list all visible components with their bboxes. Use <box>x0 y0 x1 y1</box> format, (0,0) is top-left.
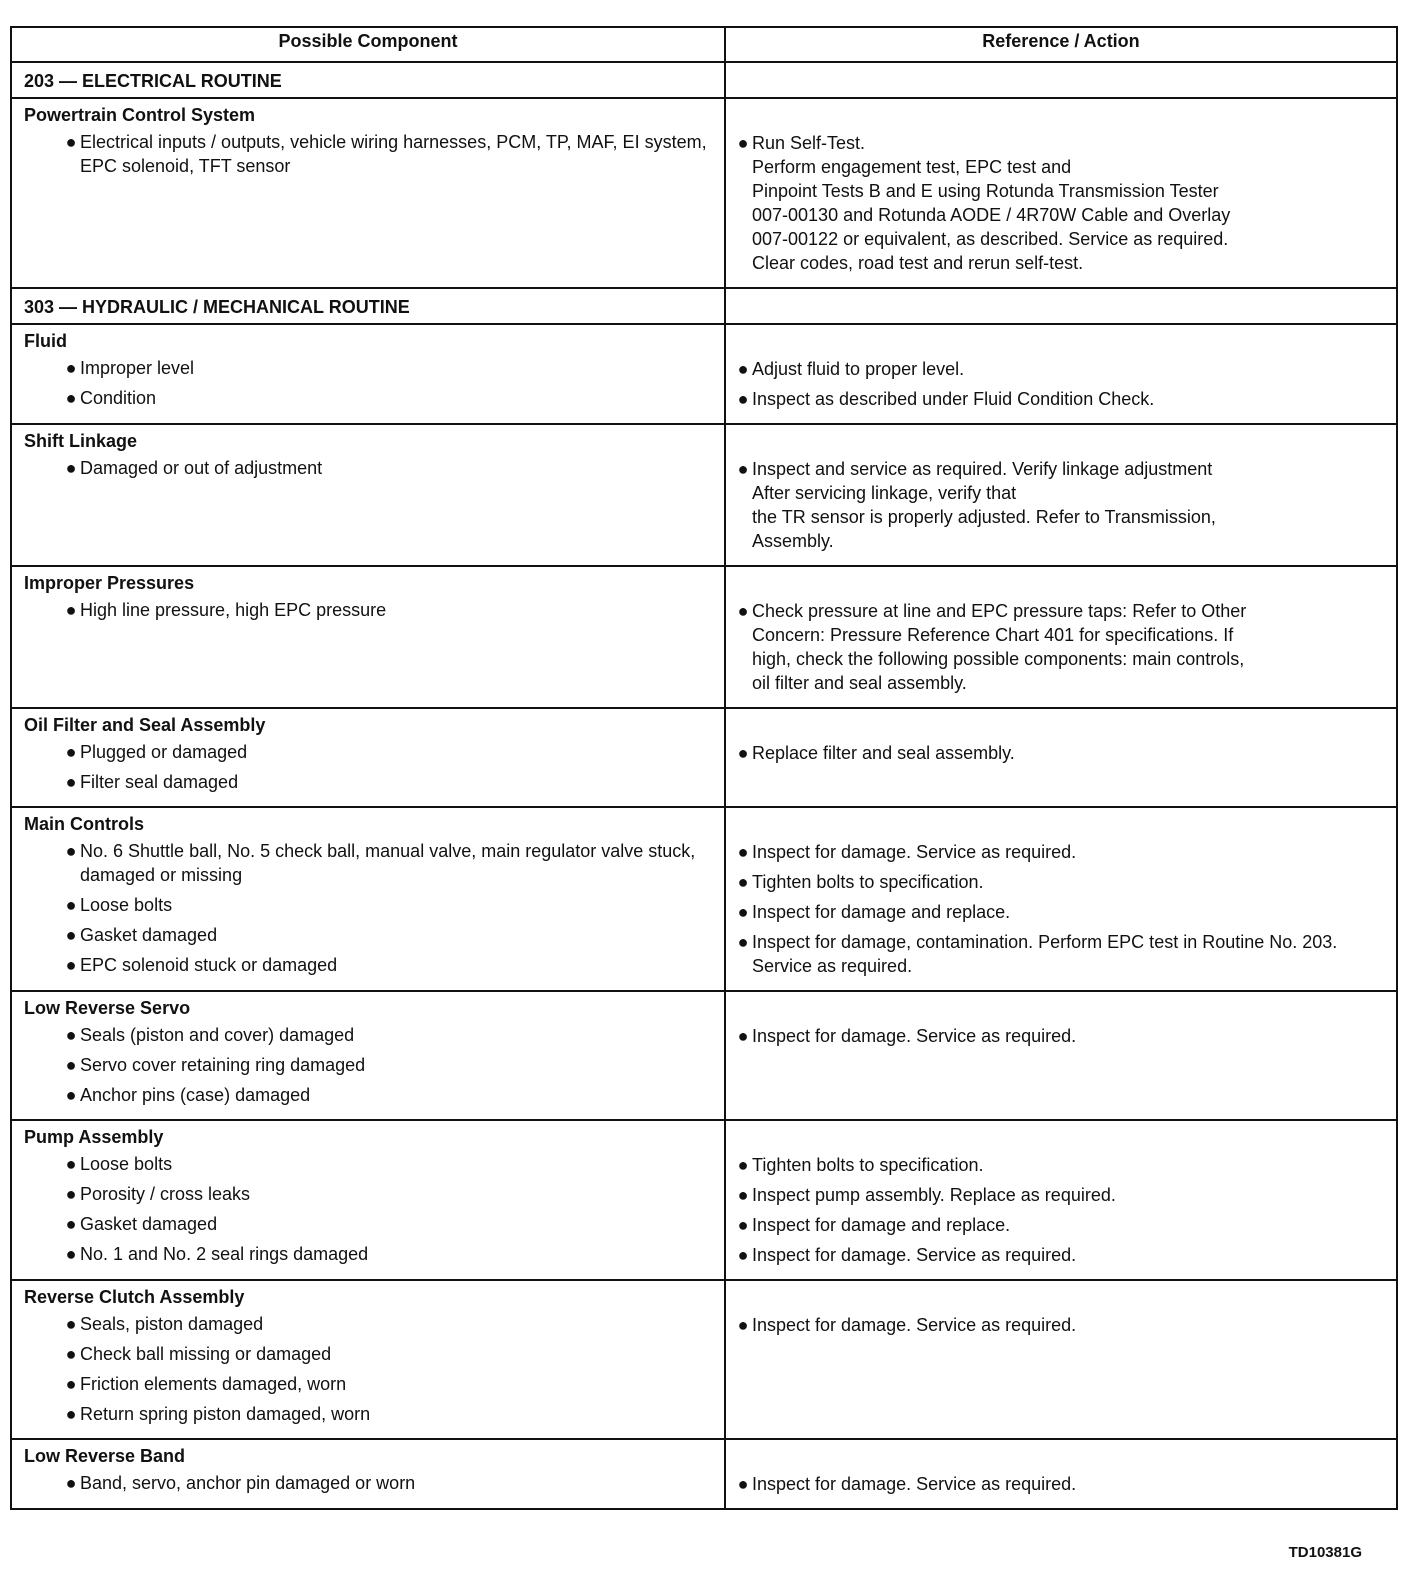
table-row <box>11 566 1397 708</box>
component-item <box>12 1402 716 1426</box>
component-item-text: Electrical inputs / outputs, vehicle wiring harnesses, PCM, TP, MAF, EI system, EPC solenoid, TFT sensor <box>80 132 707 176</box>
action-item-text: Inspect for damage. Service as required. <box>752 1315 1077 1335</box>
action-cell <box>725 807 1397 991</box>
table-row <box>11 708 1397 807</box>
component-item <box>12 953 716 977</box>
action-item <box>734 357 1388 381</box>
section-empty-cell <box>725 62 1397 98</box>
bullet-icon: ● <box>65 1344 77 1364</box>
component-item-text: Improper level <box>80 358 195 378</box>
action-item <box>734 457 1388 553</box>
action-item-text: Inspect for damage. Service as required. <box>752 1474 1077 1494</box>
component-item-text: Gasket damaged <box>80 925 218 945</box>
component-item-text: Anchor pins (case) damaged <box>80 1085 311 1105</box>
action-item <box>734 1243 1388 1267</box>
section-title: 203 — ELECTRICAL ROUTINE <box>24 71 282 91</box>
component-cell <box>11 807 725 991</box>
component-group-title: Reverse Clutch Assembly <box>24 1287 245 1307</box>
bullet-icon: ● <box>65 1025 77 1045</box>
table-row <box>11 1120 1397 1280</box>
action-cell <box>725 324 1397 424</box>
bullet-icon: ● <box>737 1155 749 1175</box>
action-cell <box>725 708 1397 807</box>
table-row <box>11 424 1397 566</box>
action-item <box>734 1472 1388 1496</box>
component-cell <box>11 1439 725 1509</box>
section-row <box>11 288 1397 324</box>
component-item <box>12 598 716 622</box>
component-item-text: EPC solenoid stuck or damaged <box>80 955 338 975</box>
action-cell <box>725 98 1397 288</box>
component-item-text: Loose bolts <box>80 895 173 915</box>
table-row <box>11 1280 1397 1439</box>
component-cell <box>11 424 725 566</box>
component-item <box>12 1471 716 1495</box>
component-item-text: Gasket damaged <box>80 1214 218 1234</box>
bullet-icon: ● <box>737 389 749 409</box>
bullet-icon: ● <box>65 1473 77 1493</box>
action-item <box>734 131 1388 275</box>
table-body <box>11 62 1397 1509</box>
action-cell <box>725 566 1397 708</box>
table-row <box>11 98 1397 288</box>
component-item <box>12 770 716 794</box>
bullet-icon: ● <box>737 872 749 892</box>
figure-code: TD10381G <box>1288 1544 1362 1561</box>
action-item-text: Replace filter and seal assembly. <box>752 743 1015 763</box>
header-possible-component: Possible Component <box>11 27 725 62</box>
component-cell <box>11 991 725 1120</box>
section-title-cell <box>11 62 725 98</box>
bullet-icon: ● <box>65 1154 77 1174</box>
table-row <box>11 807 1397 991</box>
component-item <box>12 923 716 947</box>
action-cell <box>725 1280 1397 1439</box>
bullet-icon: ● <box>737 1026 749 1046</box>
action-item <box>734 1153 1388 1177</box>
component-item <box>12 386 716 410</box>
bullet-icon: ● <box>737 743 749 763</box>
action-item-text: Inspect for damage and replace. <box>752 902 1011 922</box>
table-row <box>11 991 1397 1120</box>
action-item <box>734 1024 1388 1048</box>
component-item-text: Plugged or damaged <box>80 742 248 762</box>
section-empty-cell <box>725 288 1397 324</box>
bullet-icon: ● <box>65 458 77 478</box>
action-cell <box>725 1120 1397 1280</box>
action-item-text: Adjust fluid to proper level. <box>752 359 965 379</box>
action-item <box>734 900 1388 924</box>
component-group-title: Pump Assembly <box>24 1127 164 1147</box>
action-item-text: Tighten bolts to specification. <box>752 872 984 892</box>
action-item-text: Inspect and service as required. Verify linkage adjustment After servicing linkage, verify that the TR sensor is properly adjusted. Refer to Transmission, Assembly. <box>752 459 1216 551</box>
bullet-icon: ● <box>65 841 77 861</box>
bullet-icon: ● <box>65 1244 77 1264</box>
component-item-text: Loose bolts <box>80 1154 173 1174</box>
component-item <box>12 1212 716 1236</box>
component-item <box>12 893 716 917</box>
table-row <box>11 1439 1397 1509</box>
action-item <box>734 1313 1388 1337</box>
bullet-icon: ● <box>65 925 77 945</box>
component-item-text: Damaged or out of adjustment <box>80 458 323 478</box>
action-item-text: Inspect for damage, contamination. Perform EPC test in Routine No. 203. Service as required. <box>752 932 1338 976</box>
component-item <box>12 130 716 178</box>
action-item <box>734 930 1388 978</box>
bullet-icon: ● <box>737 1315 749 1335</box>
component-item <box>12 1242 716 1266</box>
component-item <box>12 1372 716 1396</box>
action-cell <box>725 991 1397 1120</box>
action-item <box>734 599 1388 695</box>
component-item-text: Condition <box>80 388 157 408</box>
bullet-icon: ● <box>65 895 77 915</box>
component-cell <box>11 566 725 708</box>
bullet-icon: ● <box>737 1185 749 1205</box>
section-title-cell <box>11 288 725 324</box>
action-cell <box>725 424 1397 566</box>
component-item <box>12 839 716 887</box>
action-item <box>734 741 1388 765</box>
component-item-text: Porosity / cross leaks <box>80 1184 251 1204</box>
bullet-icon: ● <box>65 1374 77 1394</box>
bullet-icon: ● <box>65 388 77 408</box>
action-item-text: Inspect pump assembly. Replace as required. <box>752 1185 1116 1205</box>
diagnosis-table <box>10 26 1398 1510</box>
bullet-icon: ● <box>737 1245 749 1265</box>
component-item-text: Servo cover retaining ring damaged <box>80 1055 366 1075</box>
action-item-text: Run Self-Test. Perform engagement test, EPC test and Pinpoint Tests B and E using Rotunda Transmission Tester 007-00130 and Rotunda AODE / 4R70W Cable and Overlay 007-00122 or equivalent, as described. Service as required. Clear codes, road test and rerun self-test. <box>752 133 1231 273</box>
component-item <box>12 1053 716 1077</box>
bullet-icon: ● <box>737 902 749 922</box>
component-item <box>12 1152 716 1176</box>
bullet-icon: ● <box>65 955 77 975</box>
action-item-text: Tighten bolts to specification. <box>752 1155 984 1175</box>
component-item-text: No. 1 and No. 2 seal rings damaged <box>80 1244 369 1264</box>
bullet-icon: ● <box>737 842 749 862</box>
bullet-icon: ● <box>65 742 77 762</box>
section-title: 303 — HYDRAULIC / MECHANICAL ROUTINE <box>24 297 410 317</box>
bullet-icon: ● <box>737 359 749 379</box>
action-item-text: Inspect for damage. Service as required. <box>752 1245 1077 1265</box>
component-item <box>12 1342 716 1366</box>
component-group-title: Low Reverse Band <box>24 1446 186 1466</box>
action-item-text: Inspect for damage. Service as required. <box>752 1026 1077 1046</box>
bullet-icon: ● <box>65 1085 77 1105</box>
table-row <box>11 324 1397 424</box>
component-item <box>12 456 716 480</box>
component-cell <box>11 708 725 807</box>
component-group-title: Low Reverse Servo <box>24 998 191 1018</box>
action-item-text: Inspect for damage and replace. <box>752 1215 1011 1235</box>
action-item-text: Check pressure at line and EPC pressure taps: Refer to Other Concern: Pressure Reference Chart 401 for specifications. If high, check the following possible components: main controls, oil filter and seal assembly. <box>752 601 1247 693</box>
component-group-title: Improper Pressures <box>24 573 195 593</box>
header-reference-action: Reference / Action <box>725 27 1397 62</box>
action-item <box>734 870 1388 894</box>
component-item <box>12 1182 716 1206</box>
component-item <box>12 1083 716 1107</box>
section-row <box>11 62 1397 98</box>
component-item-text: Seals (piston and cover) damaged <box>80 1025 355 1045</box>
bullet-icon: ● <box>65 1404 77 1424</box>
bullet-icon: ● <box>737 1215 749 1235</box>
component-item <box>12 1312 716 1336</box>
component-item-text: Return spring piston damaged, worn <box>80 1404 371 1424</box>
component-group-title: Oil Filter and Seal Assembly <box>24 715 266 735</box>
component-item-text: Check ball missing or damaged <box>80 1344 332 1364</box>
action-cell <box>725 1439 1397 1509</box>
bullet-icon: ● <box>737 1474 749 1494</box>
bullet-icon: ● <box>65 772 77 792</box>
bullet-icon: ● <box>65 1055 77 1075</box>
component-cell <box>11 1120 725 1280</box>
component-cell <box>11 98 725 288</box>
action-item <box>734 840 1388 864</box>
table-header-row <box>11 27 1397 62</box>
component-item <box>12 1023 716 1047</box>
action-item <box>734 1213 1388 1237</box>
component-group-title: Shift Linkage <box>24 431 138 451</box>
bullet-icon: ● <box>65 1214 77 1234</box>
component-group-title: Fluid <box>24 331 67 351</box>
action-item-text: Inspect for damage. Service as required. <box>752 842 1077 862</box>
component-item-text: Filter seal damaged <box>80 772 239 792</box>
action-item <box>734 387 1388 411</box>
component-item-text: No. 6 Shuttle ball, No. 5 check ball, manual valve, main regulator valve stuck, damaged or missing <box>80 841 696 885</box>
component-group-title: Powertrain Control System <box>24 105 256 125</box>
component-item <box>12 356 716 380</box>
component-item-text: High line pressure, high EPC pressure <box>80 600 387 620</box>
component-cell <box>11 324 725 424</box>
bullet-icon: ● <box>737 601 749 621</box>
component-item <box>12 740 716 764</box>
component-group-title: Main Controls <box>24 814 144 834</box>
bullet-icon: ● <box>65 132 77 152</box>
bullet-icon: ● <box>65 600 77 620</box>
component-item-text: Seals, piston damaged <box>80 1314 264 1334</box>
bullet-icon: ● <box>737 459 749 479</box>
bullet-icon: ● <box>737 133 749 153</box>
bullet-icon: ● <box>65 358 77 378</box>
bullet-icon: ● <box>65 1314 77 1334</box>
bullet-icon: ● <box>65 1184 77 1204</box>
component-cell <box>11 1280 725 1439</box>
component-item-text: Friction elements damaged, worn <box>80 1374 347 1394</box>
action-item <box>734 1183 1388 1207</box>
component-item-text: Band, servo, anchor pin damaged or worn <box>80 1473 416 1493</box>
bullet-icon: ● <box>737 932 749 952</box>
action-item-text: Inspect as described under Fluid Condition Check. <box>752 389 1155 409</box>
